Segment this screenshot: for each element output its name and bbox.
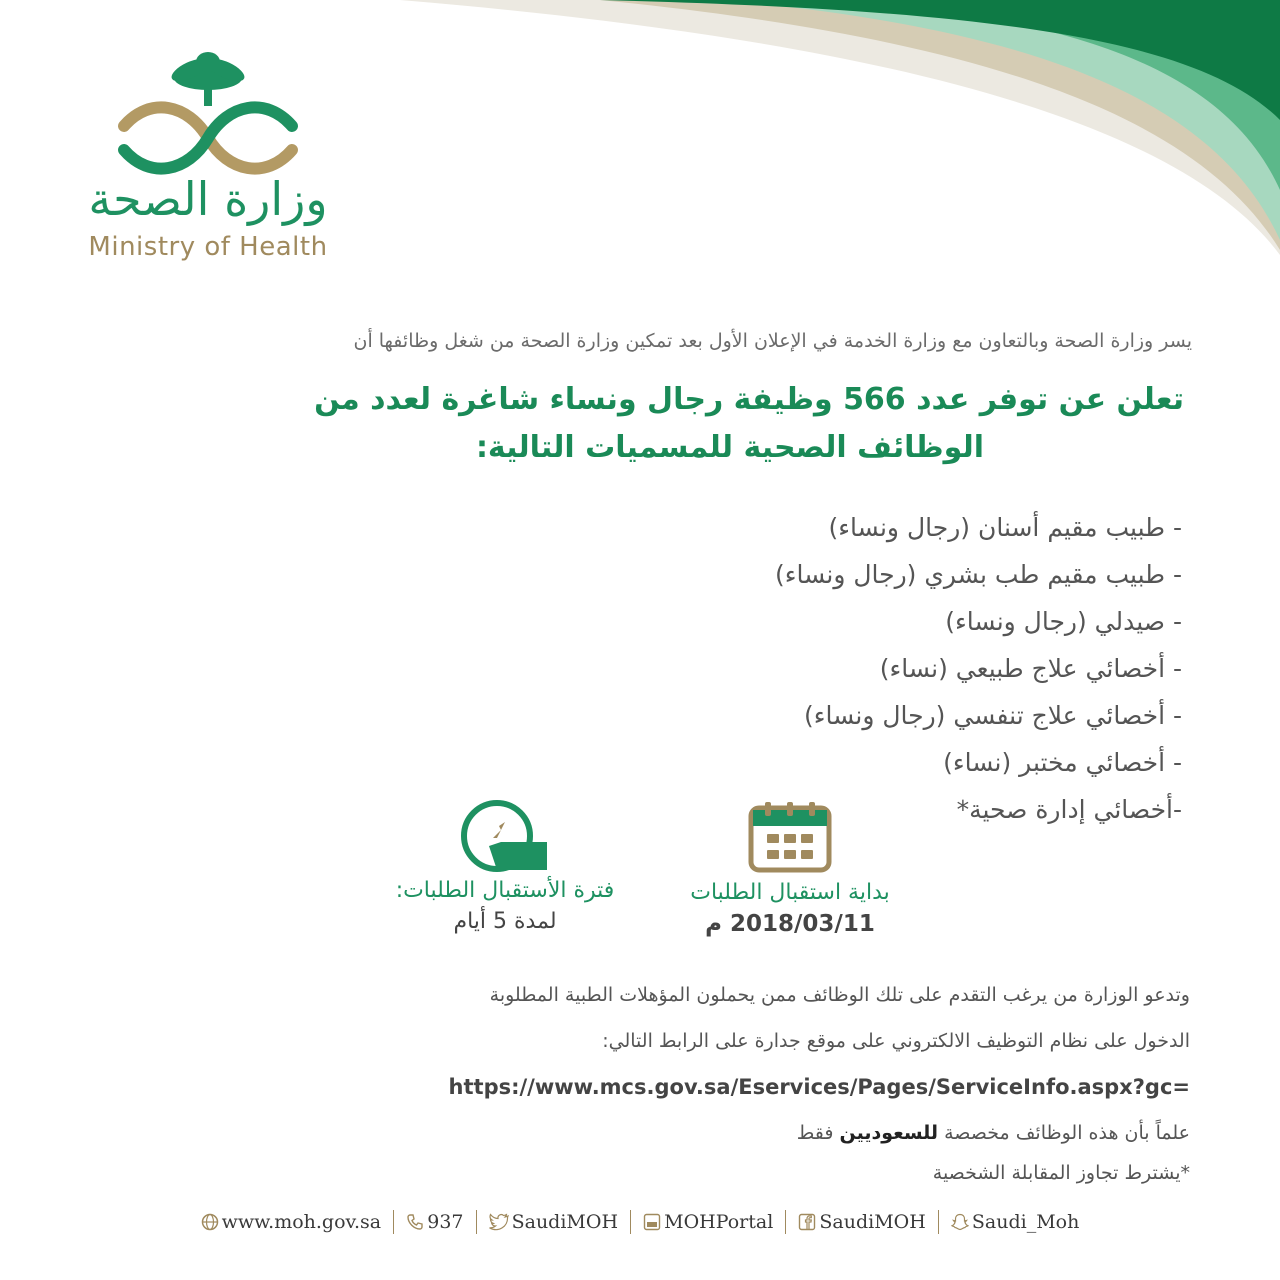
list-item: - صيدلي (رجال ونساء)	[945, 607, 1182, 636]
youtube-text: MOHPortal	[664, 1211, 774, 1233]
start-date-block	[660, 800, 920, 937]
intro-text: يسر وزارة الصحة وبالتعاون مع وزارة الخدمة في الإعلان الأول بعد تمكين وزارة الصحة من شغل وظائفها أن	[353, 330, 1192, 352]
phone-icon	[406, 1213, 424, 1231]
note-bold: للسعوديين	[839, 1122, 939, 1144]
footer-website[interactable]	[195, 1211, 388, 1233]
period-value: لمدة 5 أيام	[453, 909, 557, 934]
list-item: - طبيب مقيم أسنان (رجال ونساء)	[828, 513, 1182, 542]
start-date-label: بداية استقبال الطلبات	[690, 880, 890, 905]
job-list	[482, 508, 1182, 837]
footer-twitter[interactable]	[483, 1211, 624, 1233]
application-link[interactable]: https://www.mcs.gov.sa/Eservices/Pages/ServiceInfo.aspx?gc=	[448, 1075, 1190, 1099]
snapchat-icon	[951, 1213, 969, 1231]
stopwatch-icon	[457, 798, 553, 874]
footer-snapchat[interactable]	[945, 1211, 1085, 1233]
footer-separator	[630, 1210, 631, 1234]
facebook-icon	[798, 1213, 816, 1231]
interview-condition: *يشترط تجاوز المقابلة الشخصية	[932, 1162, 1190, 1184]
footer-separator	[938, 1210, 939, 1234]
instructions-line-1: وتدعو الوزارة من يرغب التقدم على تلك الوظائف ممن يحملون المؤهلات الطبية المطلوبة	[489, 984, 1190, 1006]
list-item: - أخصائي علاج طبيعي (نساء)	[879, 654, 1182, 683]
note-suffix: فقط	[796, 1122, 840, 1144]
headline-line-1: تعلن عن توفر عدد 566 وظيفة رجال ونساء شاغرة لعدد من	[314, 382, 1184, 417]
headline	[144, 376, 1184, 472]
youtube-icon	[643, 1213, 661, 1231]
application-instructions	[190, 980, 1190, 1198]
logo-english-name: Ministry of Health	[88, 232, 328, 262]
footer-phone[interactable]	[400, 1211, 469, 1233]
list-item: - أخصائي مختبر (نساء)	[943, 748, 1182, 777]
footer-separator	[393, 1210, 394, 1234]
note-text: علماً بأن هذه الوظائف مخصصة	[938, 1122, 1190, 1144]
twitter-icon	[489, 1213, 509, 1231]
footer-contacts	[0, 1210, 1280, 1234]
footer-youtube[interactable]	[637, 1211, 779, 1233]
snapchat-text: Saudi_Moh	[971, 1211, 1080, 1233]
phone-text: 937	[427, 1211, 464, 1233]
list-item: - طبيب مقيم طب بشري (رجال ونساء)	[774, 560, 1182, 589]
headline-line-2: الوظائف الصحية للمسميات التالية:	[475, 430, 984, 465]
saudi-only-note	[190, 1118, 1190, 1158]
twitter-text: SaudiMOH	[511, 1211, 619, 1233]
start-date-value: 2018/03/11 م	[705, 911, 875, 937]
period-label: فترة الأستقبال الطلبات:	[395, 878, 615, 903]
period-block	[360, 798, 650, 934]
footer-separator	[476, 1210, 477, 1234]
instructions-line-2: الدخول على نظام التوظيف الالكتروني على موقع جدارة على الرابط التالي:	[602, 1030, 1190, 1052]
globe-icon	[201, 1213, 219, 1231]
footer-facebook[interactable]	[792, 1211, 931, 1233]
logo-arabic-name: وزارة الصحة	[88, 172, 328, 226]
facebook-text: SaudiMOH	[819, 1211, 926, 1233]
footer-separator	[785, 1210, 786, 1234]
website-text: www.moh.gov.sa	[221, 1211, 382, 1233]
list-item: -أخصائي إدارة صحية*	[956, 795, 1182, 824]
calendar-icon	[747, 800, 833, 874]
list-item: - أخصائي علاج تنفسي (رجال ونساء)	[803, 701, 1182, 730]
